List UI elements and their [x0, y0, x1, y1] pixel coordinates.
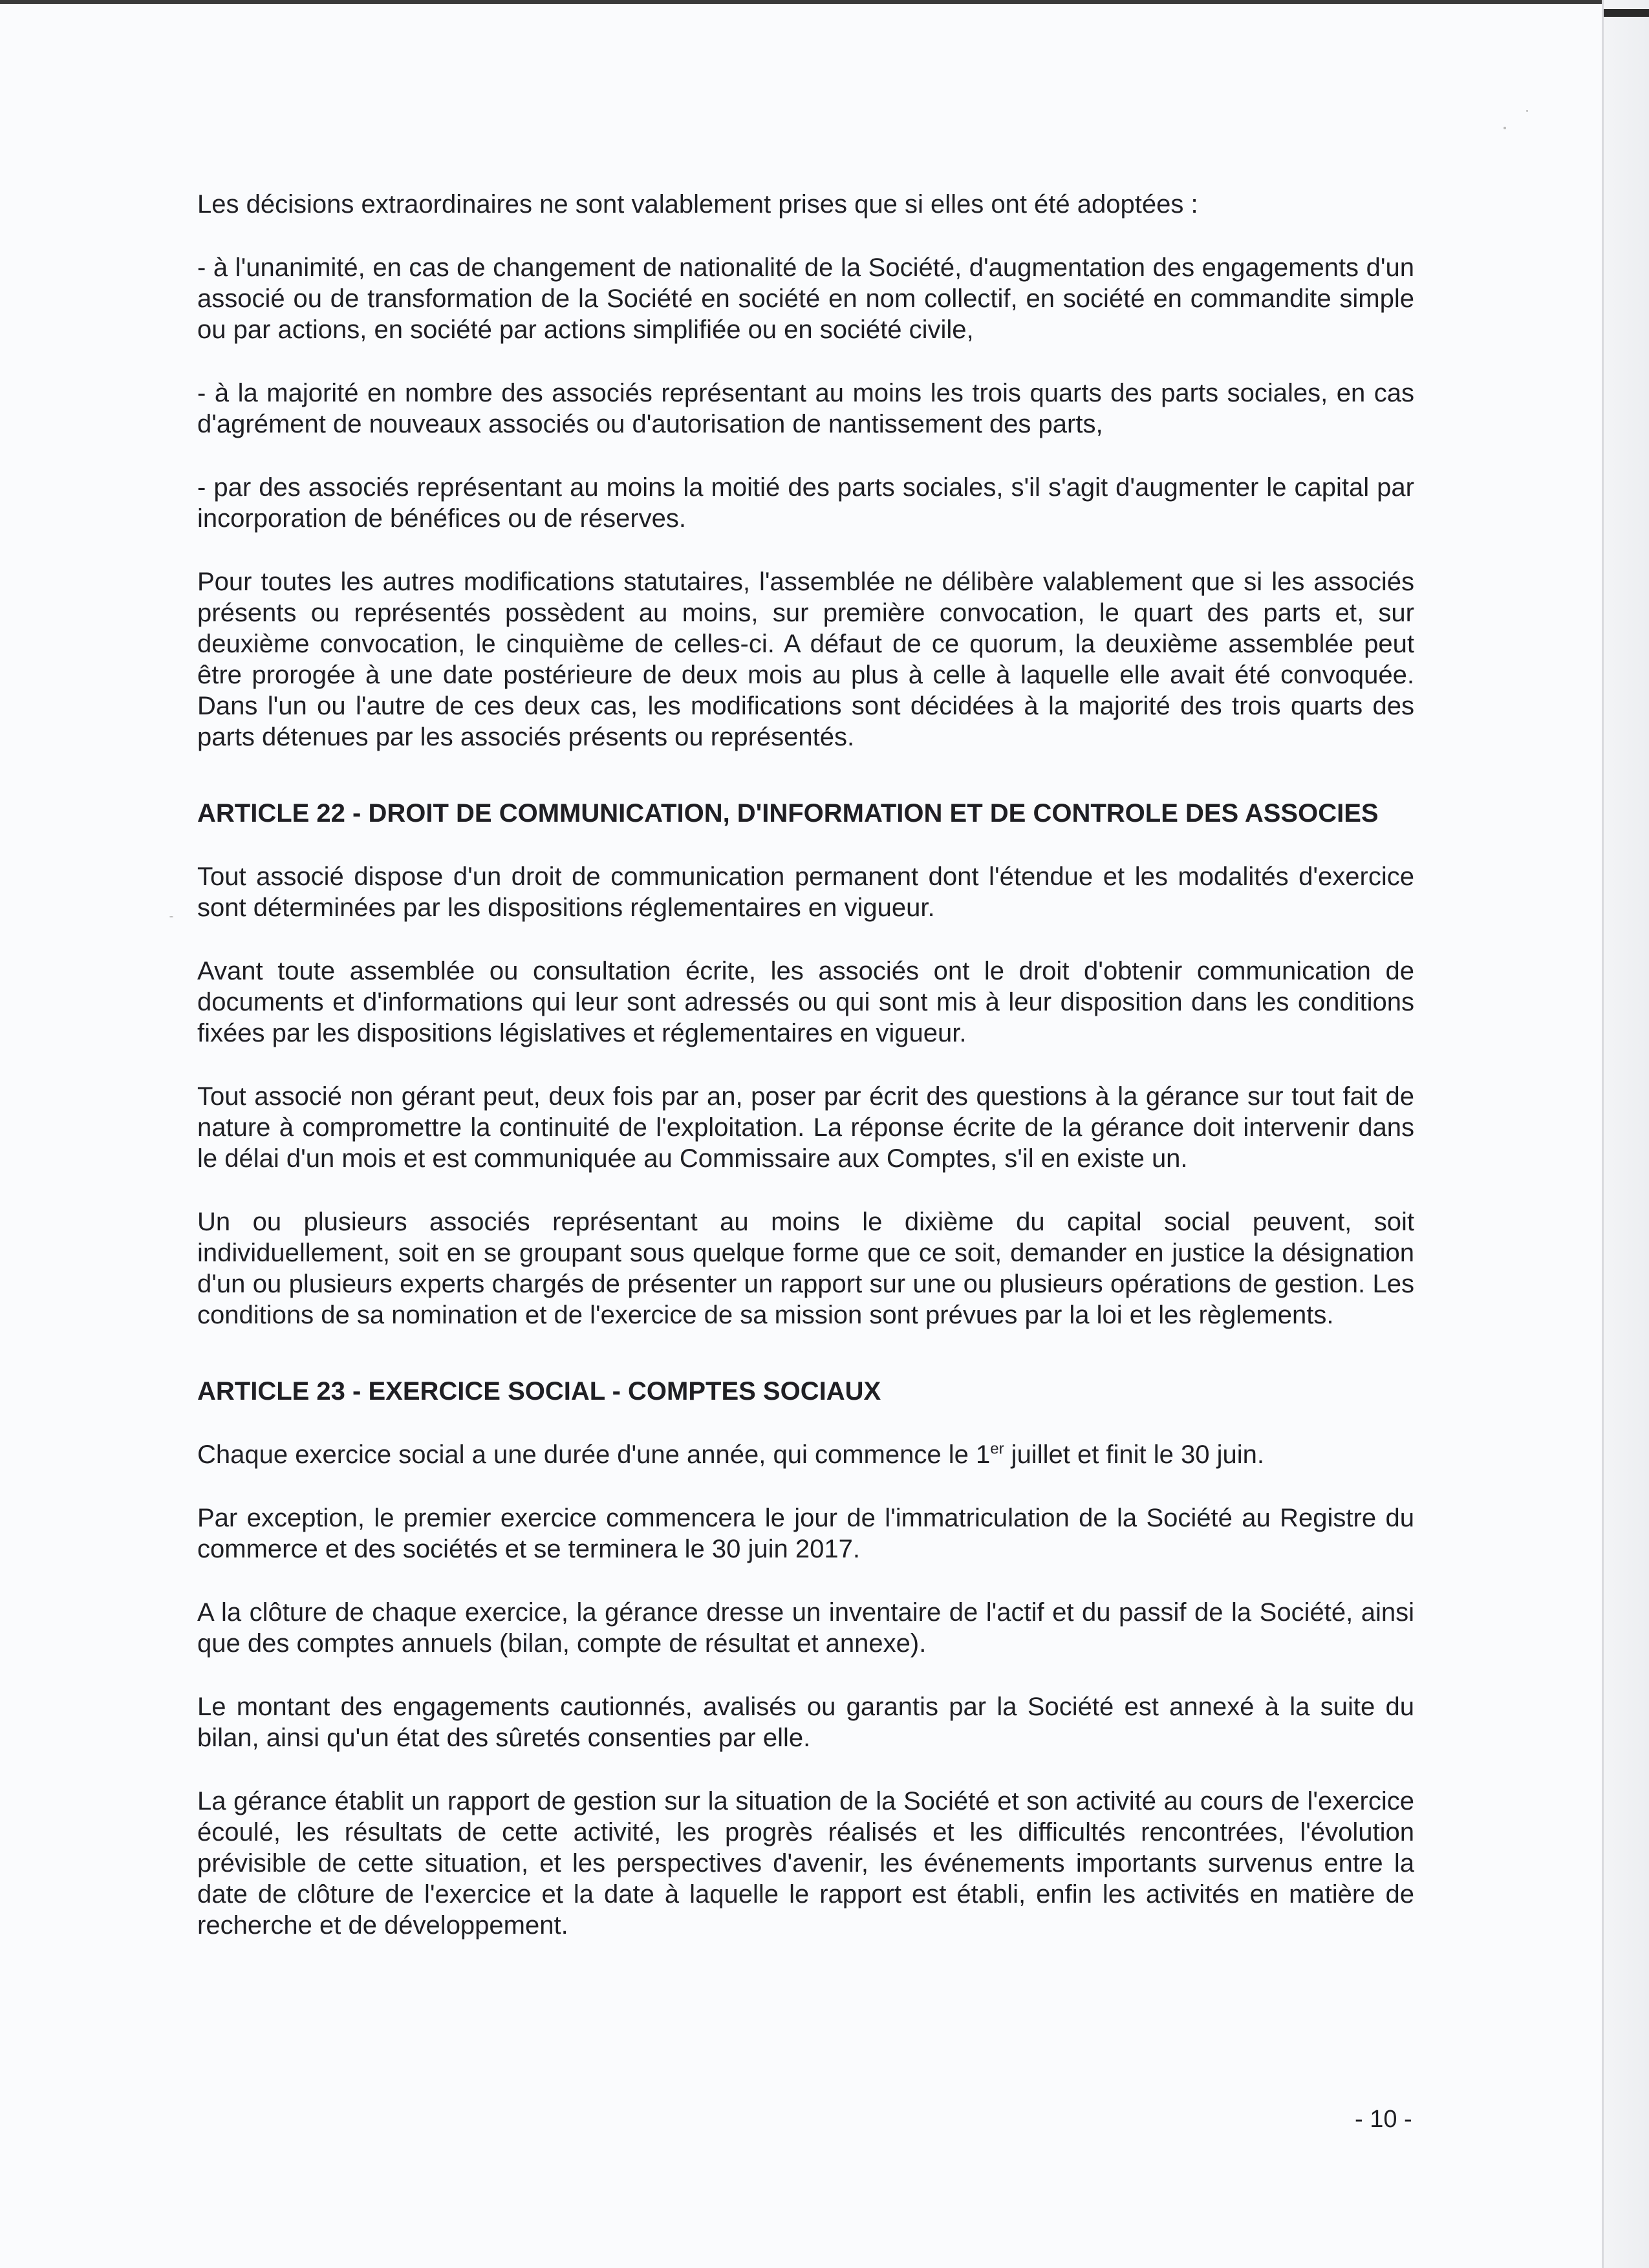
- paragraph-extraordinary-decisions: Les décisions extraordinaires ne sont valablement prises que si elles ont été adoptées :: [197, 190, 1198, 219]
- scan-edge-top: [0, 0, 1649, 4]
- paragraph-half-capital: - par des associés représentant au moins la moitié des parts sociales, s'il s'agit d'augmenter le capital par incorporation de bénéfices ou de réserves.: [197, 473, 1414, 533]
- article-22-heading: ARTICLE 22 - DROIT DE COMMUNICATION, D'INFORMATION ET DE CONTROLE DES ASSOCIES: [197, 799, 1379, 828]
- fiscal-year-text-start: Chaque exercice social a une durée d'une année, qui commence le 1: [197, 1440, 991, 1469]
- paragraph-unanimity: - à l'unanimité, en cas de changement de nationalité de la Société, d'augmentation des engagements d'un associé ou de transformation de la Société en société en nom collectif, en société en commandite simple ou par actions, en société par actions simplifiée ou en société civile,: [197, 253, 1414, 344]
- superscript-er: er: [990, 1440, 1004, 1458]
- paragraph-experts: Un ou plusieurs associés représentant au moins le dixième du capital social peuvent, soit individuellement, soit en se groupant sous quelque forme que ce soit, demander en justice la désignation d'un ou plusieurs experts chargés de présenter un rapport sur une ou plusieurs opérations de gestion. Les conditions de sa nomination et de l'exercice de sa mission sont prévues par la loi et les règlements.: [197, 1208, 1414, 1329]
- paragraph-commitments: Le montant des engagements cautionnés, avalisés ou garantis par la Société est annexé à la suite du bilan, ainsi qu'un état des sûretés consenties par elle.: [197, 1693, 1414, 1752]
- document-body: [197, 189, 1414, 1973]
- scan-speck: [1526, 110, 1528, 112]
- paragraph-management-report: La gérance établit un rapport de gestion sur la situation de la Société et son activité au cours de l'exercice écoulé, les résultats de cette activité, les progrès réalisés et les difficultés rencontrées, l'évolution prévisible de cette situation, et les perspectives d'avenir, les événements importants survenus entre la date de clôture de l'exercice et la date à laquelle le rapport est établi, enfin les activités en matière de recherche et de développement.: [197, 1787, 1414, 1940]
- paragraph-communication-right: Tout associé dispose d'un droit de communication permanent dont l'étendue et les modalités d'exercice sont déterminées par les dispositions réglementaires en vigueur.: [197, 862, 1414, 922]
- article-23-heading: ARTICLE 23 - EXERCICE SOCIAL - COMPTES SOCIAUX: [197, 1377, 881, 1406]
- scan-edge-right: [1602, 0, 1649, 2268]
- paragraph-written-questions: Tout associé non gérant peut, deux fois par an, poser par écrit des questions à la gérance sur tout fait de nature à compromettre la continuité de l'exploitation. La réponse écrite de la gérance doit intervenir dans le délai d'un mois et est communiquée au Commissaire aux Comptes, s'il en existe un.: [197, 1082, 1414, 1173]
- paragraph-other-modifications: Pour toutes les autres modifications statutaires, l'assemblée ne délibère valablement que si les associés présents ou représentés possèdent au moins, sur première convocation, le quart des parts et, sur deuxième convocation, le cinquième de celles-ci. A défaut de ce quorum, la deuxième assemblée peut être prorogée à une date postérieure de deux mois au plus à celle à laquelle elle avait été convoquée. Dans l'un ou l'autre de ces deux cas, les modifications sont décidées à la majorité des trois quarts des parts détenues par les associés présents ou représentés.: [197, 568, 1414, 751]
- paragraph-before-assembly: Avant toute assemblée ou consultation écrite, les associés ont le droit d'obtenir communication de documents et d'informations qui leur sont adressés ou qui sont mis à leur disposition dans les conditions fixées par les dispositions législatives et réglementaires en vigueur.: [197, 957, 1414, 1047]
- scan-speck: [1503, 127, 1506, 129]
- fiscal-year-text-end: juillet et finit le 30 juin.: [1004, 1440, 1265, 1469]
- page-number: - 10 -: [1355, 2106, 1412, 2133]
- scan-mark: [1604, 9, 1649, 17]
- paragraph-majority: - à la majorité en nombre des associés représentant au moins les trois quarts des parts sociales, en cas d'agrément de nouveaux associés ou d'autorisation de nantissement des parts,: [197, 379, 1414, 438]
- paragraph-fiscal-year: [197, 1439, 1414, 1470]
- paragraph-first-fiscal-year: Par exception, le premier exercice commencera le jour de l'immatriculation de la Société au Registre du commerce et des sociétés et se terminera le 30 juin 2017.: [197, 1504, 1414, 1563]
- scan-speck: [169, 916, 173, 917]
- paragraph-inventory: A la clôture de chaque exercice, la gérance dresse un inventaire de l'actif et du passif de la Société, ainsi que des comptes annuels (bilan, compte de résultat et annexe).: [197, 1598, 1414, 1658]
